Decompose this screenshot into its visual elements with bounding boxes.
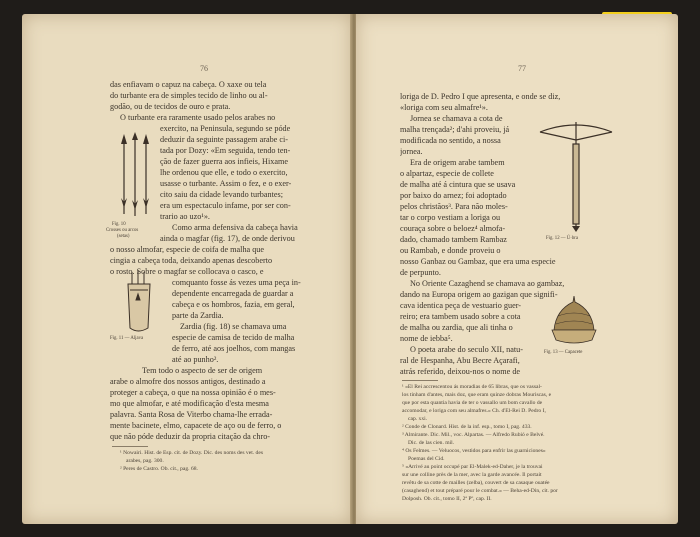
left-line-17: cingia a cabeça toda, deixando apenas descoberto [110,256,273,265]
page-77 [356,14,678,524]
right-line-5: modificada no sentido, a nossa [400,136,501,145]
right-line-9: de malha até á cintura que se usava [400,180,516,189]
left-line-26: até ao punho². [172,355,219,364]
right-footnote-6: ² Conde de Clonard. Hist. de la inf. esp., tomo I, pag. 433. [402,424,532,430]
caption-fig-10-title: Crosses ou arcos [106,228,139,233]
footnote-rule-left [112,446,148,447]
left-line-29: proteger a cabeça, o que na nossa opinião é o mes- [110,388,276,397]
left-line-15: ainda o magfar (fig. 17), de onde derivou [160,234,295,243]
left-line-12: era um espectaculo infame, por ser con- [160,201,291,210]
left-line-6: deduzir da seguinte passagem arabe ci- [160,135,288,144]
right-line-26: atrás referido, deixou-nos o nome de [400,367,521,376]
left-line-25: de ferro, até aos joelhos, com mangas [172,344,296,353]
right-line-11: pelos christãos³. Para não moles- [400,202,508,211]
right-line-25: ral de Hespanha, Abu Becre Açarafi, [400,356,520,365]
left-line-7: tada por Dozy: «Em seguida, tendo ten- [160,146,291,155]
left-line-21: cabeça e os hombros, fazia, em geral, [172,300,295,309]
left-line-10: usasse o turbante. Assim o fez, e o exer- [160,179,292,188]
left-line-27: Tem todo o aspecto de ser de origem [142,366,263,375]
right-line-22: de malha ou zardia, que ali tinha o [400,323,513,332]
left-line-1: das enfiavam o capuz na cabeça. O xaxe ou tela [110,80,267,89]
right-line-2: «loriga com seu almafre¹». [400,103,488,112]
right-footnote-13: revêtu de sa cotte de mailles (zelba), couvert de sa casaque ouatée [402,480,550,486]
right-line-23: nome de iebba⁵. [400,334,453,343]
caption-fig-13: Fig. 13 — Capacete [544,350,583,355]
page-number-left: 76 [200,64,208,73]
left-line-33: que não póde deduzir da propria citação da chro- [110,432,271,441]
left-line-16: o nosso almofar, especie de coifa de malha que [110,245,265,254]
left-line-20: dependente encarregada de guardar a [172,289,294,298]
right-line-19: dando na Europa origem ao gazigan que signifi- [400,290,558,299]
right-line-18: No Oriente Cazaghend se chamava ao gambaz, [410,279,565,288]
right-footnote-15: Dolposh. Ob. cit., tomo II, 2ª Pº, cap. II. [402,496,492,502]
right-line-13: couraça sobre o beloez⁴ almofa- [400,224,506,233]
page-76 [22,14,352,524]
left-line-14: Como arma defensiva da cabeça havia [172,223,298,232]
footnote-rule-right [402,380,438,381]
right-footnote-5: cap. xxi. [408,416,428,422]
right-footnote-11: ⁵ «Arrivé au point occupé par El-Malek-ed-Daher, je la trouvai [402,464,543,470]
left-line-9: lhe ordenou que elle, e todo o exercito, [160,168,288,177]
left-line-32: mente bacinete, elmo, capacete de aço ou de ferro, o [110,421,282,430]
right-line-7: Era de origem arabe tambem [410,158,505,167]
right-footnote-4: accomodar, e loriga com seu almafres.» Ch. d'El-Rei D. Pedro I, [402,408,546,414]
left-line-13: trario ao uzo¹». [160,212,210,221]
left-footnote-1: ¹ Nowairi. Hist. de Esp. cit. de Dozy. Dic. des noms des vet. des [120,450,263,456]
right-footnote-12: sur une colline près de la mer, avec la garde avancée. Il portait [402,472,542,478]
right-line-14: dado, chamado tambem Rambaz [400,235,507,244]
right-footnote-3: que por esta quantia havia de ter o vassallo um bom cavallo de [402,400,543,406]
right-line-24: O poeta arabe do seculo XII, natu- [410,345,523,354]
caption-fig-11: Fig. 11 — Aljava [110,336,144,341]
right-footnote-7: ³ Almirante. Dic. Mil., voc. Alpartas. — Alfredo Rubió e Belvé. [402,432,545,438]
left-line-2: do turbante era de simples tecido de linho ou al- [110,91,268,100]
figure-quiver [118,270,160,334]
left-line-23: Zardia (fig. 18) se chamava uma [180,322,287,331]
figure-helmet [548,296,600,346]
right-line-10: por baixo do arnez; foi adoptado [400,191,507,200]
left-line-5: exercito, na Peninsula, segundo se póde [160,124,291,133]
page-number-right: 77 [518,64,526,73]
right-line-1: loriga de D. Pedro I que apresenta, e onde se diz, [400,92,561,101]
right-footnote-14: (casaghend) et tout préparé pour le combat.» — Beha-ed-Din, cit. por [402,488,558,494]
left-line-31: palavra. Santa Rosa de Viterbo chama-lhe errada- [110,410,273,419]
right-footnote-9: ⁴ Os Felmes. — Veluocos, vestidos para enfrir las guarniciones» [402,448,546,454]
right-line-21: reiro; era tambem usado sobre a cota [400,312,521,321]
left-line-4: O turbante era raramente usado pelos arabes no [120,113,276,122]
left-line-22: parte da Zardia. [172,311,224,320]
right-line-8: o alpartaz, especie de collete [400,169,494,178]
left-line-18: o rosto. Sobre o magfar se collocava o casco, e [110,267,264,276]
right-footnote-8: Dic. de las cien. mil. [408,440,455,446]
left-footnote-2: arabes, pag. 300. [126,458,164,464]
right-line-17: de perpunto. [400,268,441,277]
right-line-12: tar o corpo vestiam a loriga ou [400,213,501,222]
right-footnote-1: ¹ «El Rei accrescentou ás moradias de 65 libras, que os vassal- [402,384,542,390]
figure-arrows [114,132,156,220]
right-footnote-2: los tinham d'antes, mais doz, que eram quinze dobras Mouriscas, e [402,392,552,398]
right-footnote-10: Poemas del Cid. [408,456,445,462]
right-line-4: malha trençada²; d'ahi proveiu, já [400,125,510,134]
left-line-19: comquanto fosse ás vezes uma peça in- [172,278,301,287]
left-line-24: especie de camisa de tecido de malha [172,333,295,342]
right-line-20: cava identica peça de vestuario guer- [400,301,521,310]
right-line-16: nosso Ganbaz ou Gambaz, que era uma especie [400,257,556,266]
left-line-30: mo que almofar, e até modificação d'esta mesma [110,399,269,408]
left-line-11: cito saiu da cidade levando turbantes; [160,190,283,199]
left-footnote-3: ² Peres de Castro. Ob. cit., pag. 68. [120,466,198,472]
left-line-8: ção de fazer guerra aos infieis, Hixame [160,157,288,166]
figure-crossbow [536,114,616,234]
left-line-3: godão, ou de tecidos de ouro e prata. [110,102,231,111]
right-line-3: Jornea se chamava a cota de [410,114,503,123]
caption-fig-10-sub: (setas) [117,234,130,239]
right-line-6: jornea. [400,147,423,156]
right-line-15: ou Rambab, e donde proveiu o [400,246,501,255]
caption-fig-12: Fig. 12 — Ú·bra [546,236,578,241]
left-line-28: arabe o almofre dos nossos antigos, destinado a [110,377,266,386]
caption-fig-10: Fig. 10 [112,222,126,227]
